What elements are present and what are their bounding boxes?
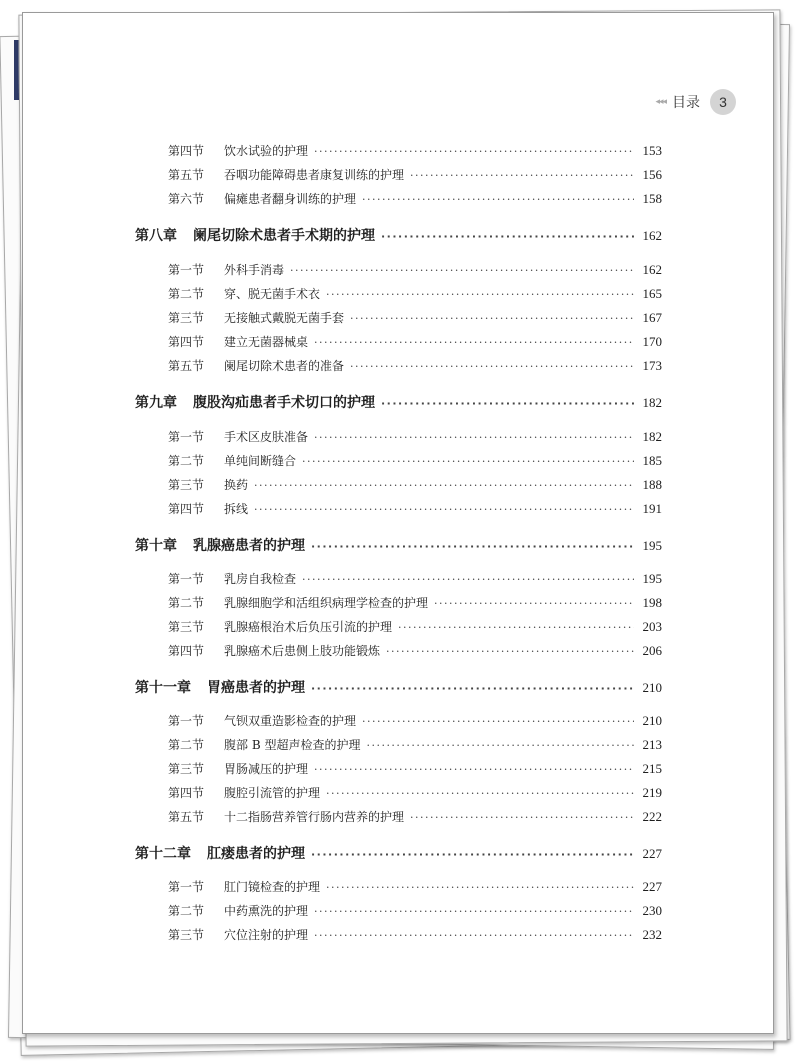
dot-leader [350, 312, 634, 325]
page-number-badge: 3 [710, 89, 736, 115]
section-title: 十二指肠营养管行肠内营养的护理 [224, 810, 405, 824]
section-label: 第五节 [168, 359, 205, 373]
toc-section-row [168, 142, 662, 159]
dot-leader [362, 715, 634, 728]
section-title: 乳腺细胞学和活组织病理学检查的护理 [224, 596, 429, 610]
toc-page-number: 203 [642, 619, 662, 634]
section-title: 单纯间断缝合 [224, 454, 297, 468]
toc-section-row [168, 428, 662, 445]
section-title: 阑尾切除术患者的准备 [224, 359, 345, 373]
section-label: 第二节 [168, 287, 205, 301]
toc-section-row [168, 357, 662, 374]
dot-leader [302, 573, 634, 586]
toc-page-number: 185 [642, 453, 662, 468]
section-title: 换药 [224, 478, 249, 492]
toc-page-number: 182 [642, 429, 662, 444]
dot-leader [366, 739, 634, 752]
toc-section-row [168, 500, 662, 517]
section-label: 第六节 [168, 192, 205, 206]
toc-chapter-row [135, 392, 662, 412]
section-label: 第三节 [168, 478, 205, 492]
section-label: 第二节 [168, 904, 205, 918]
toc-section-row [168, 878, 662, 895]
dot-leader [381, 397, 634, 410]
toc-page-number: 153 [642, 143, 662, 158]
toc-page-number: 222 [642, 809, 662, 824]
toc-section-row [168, 476, 662, 493]
section-title: 肛门镜检查的护理 [224, 880, 321, 894]
toc-section-row [168, 190, 662, 207]
dot-leader [381, 230, 634, 243]
section-title: 手术区皮肤准备 [224, 430, 309, 444]
chapter-label: 第十一章 [135, 680, 191, 696]
section-title: 中药熏洗的护理 [224, 904, 309, 918]
section-title: 无接触式戴脱无菌手套 [224, 311, 345, 325]
toc-section-row [168, 309, 662, 326]
dot-leader [314, 431, 634, 444]
toc-section-row [168, 618, 662, 635]
section-title: 气钡双重造影检查的护理 [224, 714, 357, 728]
triple-left-arrow-icon: ◂◂◂ [655, 97, 666, 107]
toc-chapter-row [135, 535, 662, 555]
toc-page-number: 156 [642, 167, 662, 182]
toc-section-row [168, 333, 662, 350]
toc-section-row [168, 166, 662, 183]
chapter-label: 第八章 [135, 228, 177, 244]
dot-leader [311, 848, 634, 861]
dot-leader [386, 645, 634, 658]
dot-leader [434, 597, 634, 610]
dot-leader [290, 264, 634, 277]
section-label: 第五节 [168, 168, 205, 182]
toc-chapter-row [135, 677, 662, 697]
toc-page-number: 210 [642, 713, 662, 728]
toc-page-number: 165 [642, 286, 662, 301]
toc-page-number: 198 [642, 595, 662, 610]
toc-page-number: 162 [642, 228, 662, 243]
toc-page-number: 206 [642, 643, 662, 658]
dot-leader [254, 503, 634, 516]
toc-section-row [168, 570, 662, 587]
toc-page-number: 158 [642, 191, 662, 206]
dot-leader [314, 905, 634, 918]
dot-leader [314, 145, 634, 158]
toc-section-row [168, 736, 662, 753]
section-title: 穴位注射的护理 [224, 928, 309, 942]
toc-page-number: 215 [642, 761, 662, 776]
toc-page-number: 227 [642, 879, 662, 894]
chapter-label: 第十章 [135, 538, 177, 554]
dot-leader [302, 455, 634, 468]
dot-leader [314, 763, 634, 776]
toc-page-number: 182 [642, 395, 662, 410]
section-label: 第五节 [168, 810, 205, 824]
toc-section-row [168, 902, 662, 919]
chapter-title: 胃癌患者的护理 [207, 680, 305, 696]
toc-chapter-row [135, 843, 662, 863]
section-title: 腹腔引流管的护理 [224, 786, 321, 800]
section-title: 偏瘫患者翻身训练的护理 [224, 192, 357, 206]
section-label: 第二节 [168, 738, 205, 752]
toc-page-number: 219 [642, 785, 662, 800]
dot-leader [311, 540, 634, 553]
toc-page-number: 188 [642, 477, 662, 492]
dot-leader [362, 193, 634, 206]
section-label: 第二节 [168, 454, 205, 468]
chapter-label: 第九章 [135, 395, 177, 411]
header-title: 目录 [672, 95, 700, 111]
section-label: 第四节 [168, 144, 205, 158]
chapter-title: 肛瘘患者的护理 [207, 846, 305, 862]
section-label: 第四节 [168, 786, 205, 800]
dot-leader [311, 682, 634, 695]
toc-section-row [168, 594, 662, 611]
dot-leader [326, 881, 634, 894]
toc-section-row [168, 285, 662, 302]
dot-leader [254, 479, 634, 492]
toc-section-row [168, 808, 662, 825]
toc-section-row [168, 712, 662, 729]
toc-section-row [168, 926, 662, 943]
toc-page-number: 210 [642, 680, 662, 695]
section-title: 腹部 B 型超声检查的护理 [224, 738, 361, 752]
section-title: 外科手消毒 [224, 263, 285, 277]
section-label: 第一节 [168, 880, 205, 894]
dot-leader [326, 288, 634, 301]
section-title: 吞咽功能障碍患者康复训练的护理 [224, 168, 405, 182]
chapter-title: 乳腺癌患者的护理 [193, 538, 305, 554]
toc-page-number: 195 [642, 571, 662, 586]
dot-leader [350, 360, 634, 373]
dot-leader [326, 787, 634, 800]
section-label: 第三节 [168, 762, 205, 776]
section-label: 第一节 [168, 714, 205, 728]
toc-section-row [168, 452, 662, 469]
toc-section-row [168, 760, 662, 777]
section-title: 胃肠减压的护理 [224, 762, 309, 776]
dot-leader [410, 169, 634, 182]
toc-page-number: 167 [642, 310, 662, 325]
toc-page-number: 227 [642, 846, 662, 861]
section-title: 饮水试验的护理 [224, 144, 309, 158]
section-label: 第二节 [168, 596, 205, 610]
section-label: 第三节 [168, 928, 205, 942]
dot-leader [314, 929, 634, 942]
toc-page-number: 195 [642, 538, 662, 553]
dot-leader [314, 336, 634, 349]
section-title: 建立无菌器械桌 [224, 335, 309, 349]
section-label: 第一节 [168, 430, 205, 444]
chapter-title: 腹股沟疝患者手术切口的护理 [193, 395, 375, 411]
toc-section-row [168, 261, 662, 278]
section-title: 乳腺癌根治术后负压引流的护理 [224, 620, 393, 634]
section-label: 第四节 [168, 502, 205, 516]
section-title: 乳房自我检查 [224, 572, 297, 586]
toc-page-number: 173 [642, 358, 662, 373]
toc-section-row [168, 642, 662, 659]
section-label: 第四节 [168, 644, 205, 658]
chapter-title: 阑尾切除术患者手术期的护理 [193, 228, 375, 244]
toc-page-number: 230 [642, 903, 662, 918]
toc-page-number: 191 [642, 501, 662, 516]
section-label: 第一节 [168, 263, 205, 277]
toc-page-number: 170 [642, 334, 662, 349]
toc-page-number: 213 [642, 737, 662, 752]
section-title: 穿、脱无菌手术衣 [224, 287, 321, 301]
chapter-label: 第十二章 [135, 846, 191, 862]
dot-leader [410, 811, 634, 824]
section-label: 第三节 [168, 311, 205, 325]
section-label: 第三节 [168, 620, 205, 634]
section-label: 第四节 [168, 335, 205, 349]
toc-page-number: 232 [642, 927, 662, 942]
toc-page-number: 162 [642, 262, 662, 277]
section-title: 拆线 [224, 502, 249, 516]
toc-section-row [168, 784, 662, 801]
dot-leader [398, 621, 634, 634]
section-title: 乳腺癌术后患侧上肢功能锻炼 [224, 644, 381, 658]
section-label: 第一节 [168, 572, 205, 586]
toc-chapter-row [135, 225, 662, 245]
